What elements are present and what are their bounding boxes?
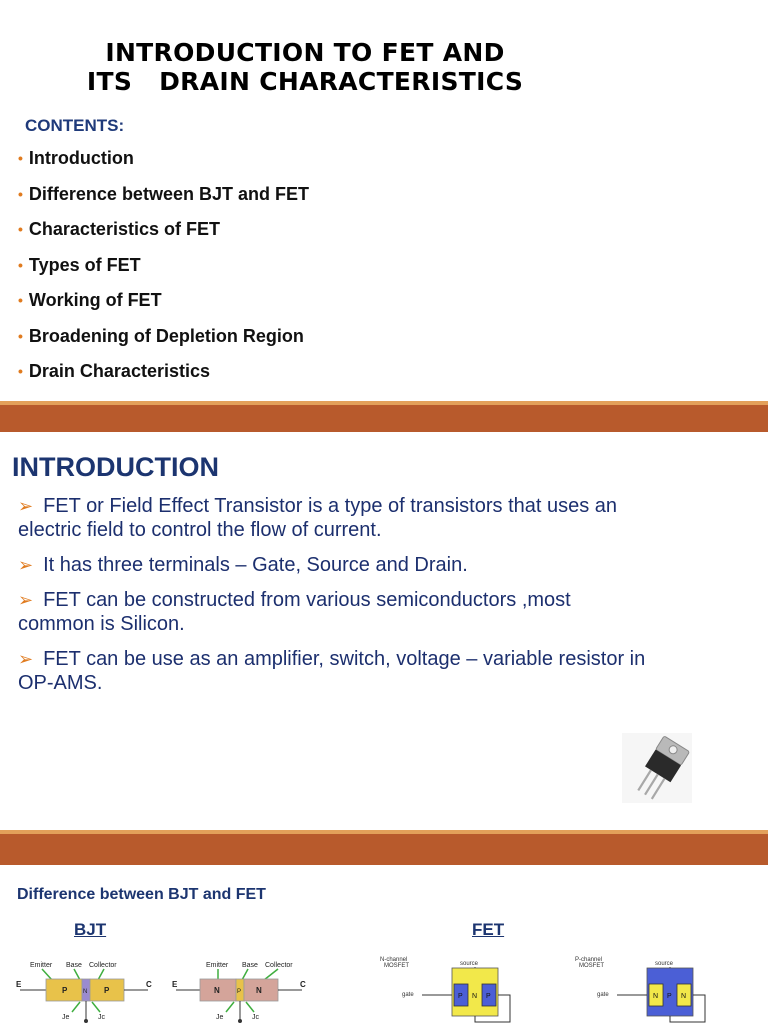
bullet-item: ➢ FET can be use as an amplifier, switch, voltage – variable resistor in OP-AMS.: [18, 648, 646, 694]
contents-item: • Characteristics of FET: [18, 219, 220, 239]
bullet-icon: •: [18, 363, 23, 379]
svg-text:Emitter: Emitter: [206, 962, 229, 969]
slide-title: [0, 38, 610, 96]
p-channel-mosfet-diagram: [565, 952, 715, 1024]
bullet-icon: •: [18, 221, 23, 237]
contents-item: • Drain Characteristics: [18, 361, 210, 381]
contents-item: • Broadening of Depletion Region: [18, 325, 304, 346]
svg-text:N: N: [214, 986, 220, 995]
svg-text:P: P: [486, 993, 491, 1000]
svg-text:N-channel: N-channel: [380, 957, 408, 963]
svg-text:Collector: Collector: [89, 962, 117, 969]
svg-text:gate: gate: [597, 992, 609, 998]
svg-text:Collector: Collector: [265, 962, 293, 969]
svg-text:P: P: [237, 989, 242, 995]
n-channel-mosfet-diagram: [370, 952, 520, 1024]
bullet-item: ➢ FET can be constructed from various semiconductors ,most common is Silicon.: [18, 589, 571, 635]
slide-divider: [0, 830, 768, 865]
transistor-image: [622, 733, 692, 803]
svg-text:C: C: [300, 980, 306, 989]
svg-text:Je: Je: [62, 1014, 70, 1021]
svg-text:P: P: [62, 986, 68, 995]
bullet-icon: •: [18, 150, 23, 166]
svg-text:N: N: [472, 993, 478, 1000]
arrow-bullet-icon: ➢: [18, 496, 34, 516]
svg-text:Emitter: Emitter: [30, 962, 53, 969]
svg-text:C: C: [146, 980, 152, 989]
svg-text:P: P: [104, 986, 110, 995]
bullet-item: ➢ It has three terminals – Gate, Source and Drain.: [18, 554, 468, 576]
svg-text:N: N: [83, 989, 88, 995]
introduction-heading: INTRODUCTION: [12, 452, 219, 482]
contents-heading: CONTENTS:: [25, 116, 125, 135]
bjt-label: BJT: [74, 920, 107, 939]
svg-text:source: source: [655, 961, 674, 967]
contents-item: • Working of FET: [18, 290, 162, 310]
slide-divider: [0, 401, 768, 432]
svg-text:P: P: [667, 993, 672, 1000]
fet-label: FET: [472, 920, 505, 939]
svg-text:Je: Je: [216, 1014, 224, 1021]
svg-text:Base: Base: [242, 962, 258, 969]
bullet-icon: •: [18, 185, 23, 202]
contents-list: [18, 148, 309, 397]
svg-text:N: N: [681, 993, 687, 1000]
pnp-transistor-diagram: [12, 958, 162, 1024]
bullet-item: ➢ FET or Field Effect Transistor is a type of transistors that uses an electric field to control the flow of current.: [18, 495, 618, 541]
bullet-icon: •: [18, 256, 23, 273]
svg-text:N: N: [256, 986, 262, 995]
svg-text:MOSFET: MOSFET: [579, 963, 604, 969]
arrow-bullet-icon: ➢: [18, 590, 34, 610]
difference-heading: Difference between BJT and FET: [17, 886, 266, 903]
npn-transistor-diagram: [168, 958, 318, 1024]
title-line-2: ITS DRAIN CHARACTERISTICS: [86, 67, 524, 96]
svg-text:source: source: [460, 961, 479, 967]
svg-text:E: E: [16, 980, 22, 989]
svg-text:N: N: [653, 993, 659, 1000]
contents-item: • Introduction: [18, 148, 134, 168]
contents-item: • Types of FET: [18, 254, 141, 275]
svg-text:gate: gate: [402, 992, 414, 998]
introduction-bullets: [18, 494, 758, 706]
title-line-1: INTRODUCTION TO FET AND: [105, 38, 505, 67]
bullet-icon: •: [18, 327, 23, 344]
svg-text:MOSFET: MOSFET: [384, 963, 409, 969]
svg-text:P: P: [458, 993, 463, 1000]
svg-text:Base: Base: [66, 962, 82, 969]
svg-text:E: E: [172, 980, 178, 989]
svg-text:P-channel: P-channel: [575, 957, 603, 963]
contents-item: • Difference between BJT and FET: [18, 183, 309, 204]
bullet-icon: •: [18, 292, 23, 308]
svg-text:Jc: Jc: [252, 1014, 259, 1021]
arrow-bullet-icon: ➢: [18, 649, 34, 669]
arrow-bullet-icon: ➢: [18, 555, 34, 575]
svg-text:Jc: Jc: [98, 1014, 105, 1021]
